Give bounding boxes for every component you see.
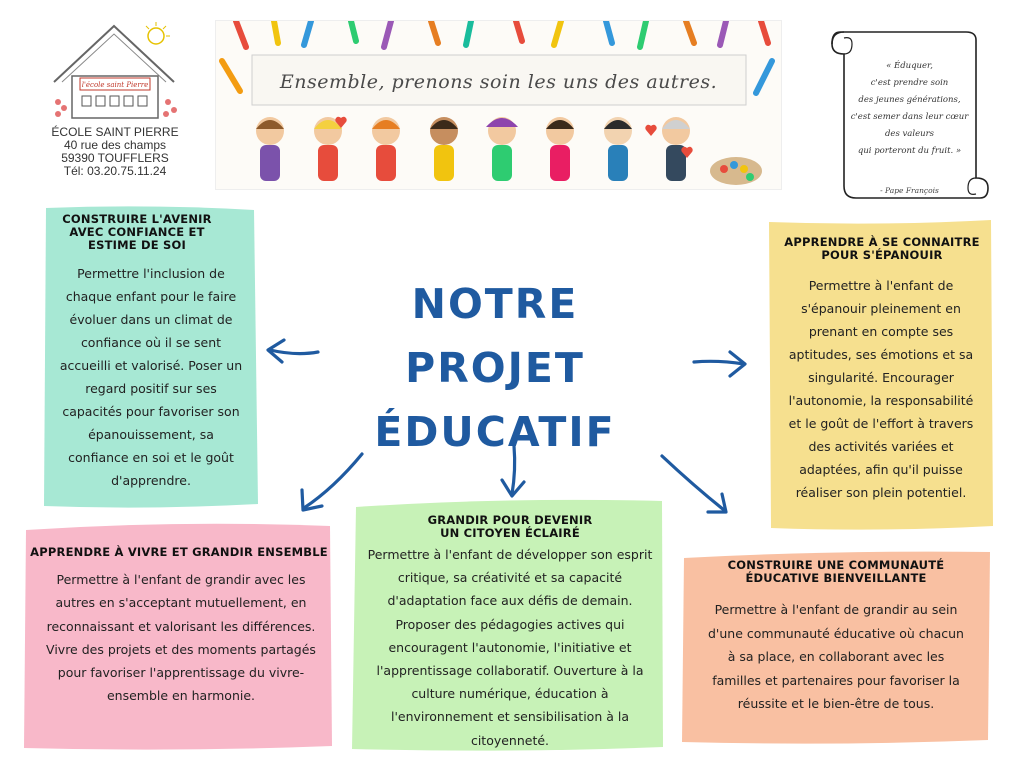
page-title-line1: NOTRE PROJET <box>405 280 585 392</box>
card-communaute-body: Permettre à l'enfant de grandir au sein d'une communauté éducative où chacun à sa place, en collaborant avec les familles et partenaires pour favoriser la réussite et le bien-être de tous. <box>708 602 964 711</box>
logo-sign: l'école saint Pierre <box>81 81 149 89</box>
school-logo <box>44 18 184 126</box>
card-epanouir-body: Permettre à l'enfant de s'épanouir pleinement en prenant en compte ses aptitudes, ses émotions et sa singularité. Encourager l'autonomie, la responsabilité et le goût de l'effort à travers des activités variées et adaptées, afin qu'il puisse réaliser son plein potentiel. <box>788 278 974 500</box>
card-citoyen-title: GRANDIR POUR DEVENIR UN CITOYEN ÉCLAIRÉ <box>427 513 593 540</box>
page-title-line2: ÉDUCATIF <box>374 408 616 456</box>
quote-text: « Éduquer, c'est prendre soin des jeunes générations, c'est semer dans leur cœur des valeurs qui porteront du fruit. » <box>850 61 969 156</box>
card-ensemble <box>22 520 334 752</box>
quote-author: - Pape François <box>880 186 939 195</box>
card-epanouir-title: APPRENDRE À SE CONNAITRE POUR S'ÉPANOUIR <box>784 235 980 262</box>
card-ensemble-body: Permettre à l'enfant de grandir avec les autres en s'acceptant mutuellement, en reconnaissant et valorisant les différences. Vivre des projets et des moments partagés pour favoriser l'apprentissage du vivre-ensemble en harmonie. <box>46 572 316 704</box>
school-address <box>40 126 190 178</box>
school-street: 40 rue des champs <box>63 138 167 152</box>
arrow-left-icon <box>268 340 318 362</box>
card-communaute <box>680 550 992 746</box>
card-confiance <box>40 204 260 510</box>
card-epanouir <box>765 220 995 532</box>
card-citoyen-body: Permettre à l'enfant de développer son esprit critique, sa créativité et sa capacité d'adaptation face aux défis de demain. Proposer des pédagogies actives qui encouragent l'autonomie, l'initiative et l'apprentissage collaboratif. Ouverture à la culture numérique, éducation à l'environnement et sensibilisation à la citoyenneté. <box>367 547 653 748</box>
banner <box>215 20 782 190</box>
banner-illustration <box>216 21 781 189</box>
arrow-down-right-icon <box>662 456 726 512</box>
card-communaute-title: CONSTRUIRE UNE COMMUNAUTÉ ÉDUCATIVE BIENVEILLANTE <box>727 558 945 585</box>
card-confiance-title: CONSTRUIRE L'AVENIR AVEC CONFIANCE ET ESTIME DE SOI <box>62 212 212 252</box>
school-name: ÉCOLE SAINT PIERRE <box>51 125 179 139</box>
card-ensemble-title: APPRENDRE À VIVRE ET GRANDIR ENSEMBLE <box>30 545 328 559</box>
banner-slogan: Ensemble, prenons soin les uns des autres. <box>279 71 718 93</box>
card-confiance-body: Permettre l'inclusion de chaque enfant pour le faire évoluer dans un climat de confiance où il se sent accueilli et valorisé. Poser un regard positif sur ses capacités pour favoriser son épanouissement, sa confiance en soi et le goût d'apprendre. <box>59 266 243 488</box>
arrow-right-icon <box>694 352 745 376</box>
card-citoyen <box>350 497 665 753</box>
page-title <box>315 272 675 464</box>
school-phone: Tél: 03.20.75.11.24 <box>63 164 167 178</box>
school-city: 59390 TOUFFLERS <box>61 151 169 165</box>
